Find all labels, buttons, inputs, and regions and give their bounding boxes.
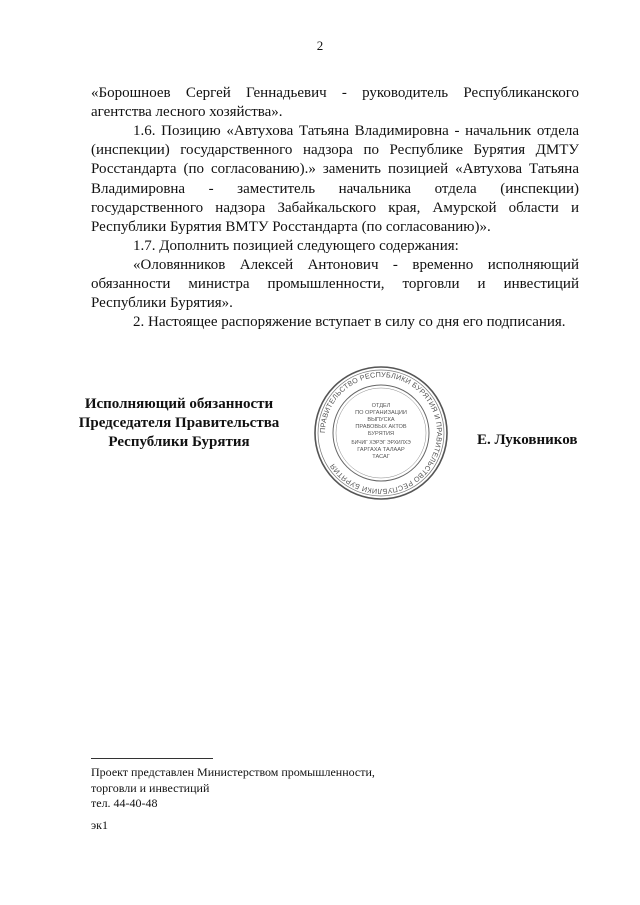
text-line: обязанности министра промышленности, торговли и инвестиций: [91, 276, 579, 293]
footnote-line: Проект представлен Министерством промышленности,: [91, 765, 375, 779]
document-code: эк1: [91, 818, 108, 832]
footnote-line: торговли и инвестиций: [91, 780, 210, 795]
footnote: [91, 765, 375, 812]
text-line: Республики Бурятия ВМТУ Росстандарта (по согласованию)».: [91, 219, 491, 236]
text-line: Республики Бурятия».: [91, 295, 233, 312]
page-number: 2: [316, 38, 324, 53]
footnote-divider: [91, 758, 213, 759]
text-line: «Оловянников Алексей Антонович - временно исполняющий: [133, 257, 579, 273]
text-line: 2. Настоящее распоряжение вступает в силу со дня его подписания.: [133, 314, 566, 330]
paragraph-1-7: [91, 237, 579, 256]
text-line: Владимировна - заместитель начальника отдела (инспекции): [91, 180, 579, 197]
signer-title-line: Председателя Правительства: [78, 415, 280, 432]
signer-title: [60, 395, 298, 453]
seal-center-line: ПРАВОВЫХ АКТОВ: [355, 424, 407, 430]
signer-name: Е. Луковников: [477, 432, 578, 448]
text-line: 1.6. Позицию «Автухова Татьяна Владимировна - начальник отдела: [133, 123, 579, 139]
paragraph-new-position: [91, 256, 579, 314]
paragraph-2: [91, 313, 579, 332]
seal-center-line: ПО ОРГАНИЗАЦИИ: [355, 410, 407, 416]
seal-center-line: БИЧИГ ХЭРЭГ ЭРХИЛХЭ: [351, 440, 411, 446]
seal-center-line: ГАРГАХА ТАЛААР: [357, 447, 405, 453]
seal-center-line: ВЫПУСКА: [367, 417, 395, 423]
footnote-line: тел. 44-40-48: [91, 796, 158, 810]
text-line: агентства лесного хозяйства».: [91, 104, 283, 121]
paragraph-1: [91, 84, 579, 122]
seal-outer-text: ПРАВИТЕЛЬСТВО РЕСПУБЛИКИ БУРЯТИЯ И ПРАВИТЕЛЬСТВО РЕСПУБЛИКИ БУРЯТИЯ: [317, 369, 445, 497]
signer-title-line: Республики Бурятия: [108, 434, 250, 451]
official-seal: [313, 365, 449, 501]
text-line: 1.7. Дополнить позицией следующего содержания:: [133, 238, 459, 254]
text-line: Росстандарта (по согласованию).» заменить позицией «Автухова Татьяна: [91, 161, 579, 178]
seal-center-line: ТАСАГ: [372, 454, 390, 460]
text-line: (инспекции) государственного надзора по Республике Бурятия ДМТУ: [91, 142, 579, 159]
paragraph-1-6: [91, 122, 579, 237]
seal-center-line: БУРЯТИЯ: [367, 431, 395, 437]
seal-center-line: ОТДЕЛ: [371, 403, 391, 409]
text-line: государственного надзора Забайкальского края, Амурской области и: [91, 199, 579, 216]
signer-title-line: Исполняющий обязанности: [84, 396, 274, 412]
text-line: «Борошноев Сергей Геннадьевич - руководитель Республиканского: [91, 85, 579, 101]
